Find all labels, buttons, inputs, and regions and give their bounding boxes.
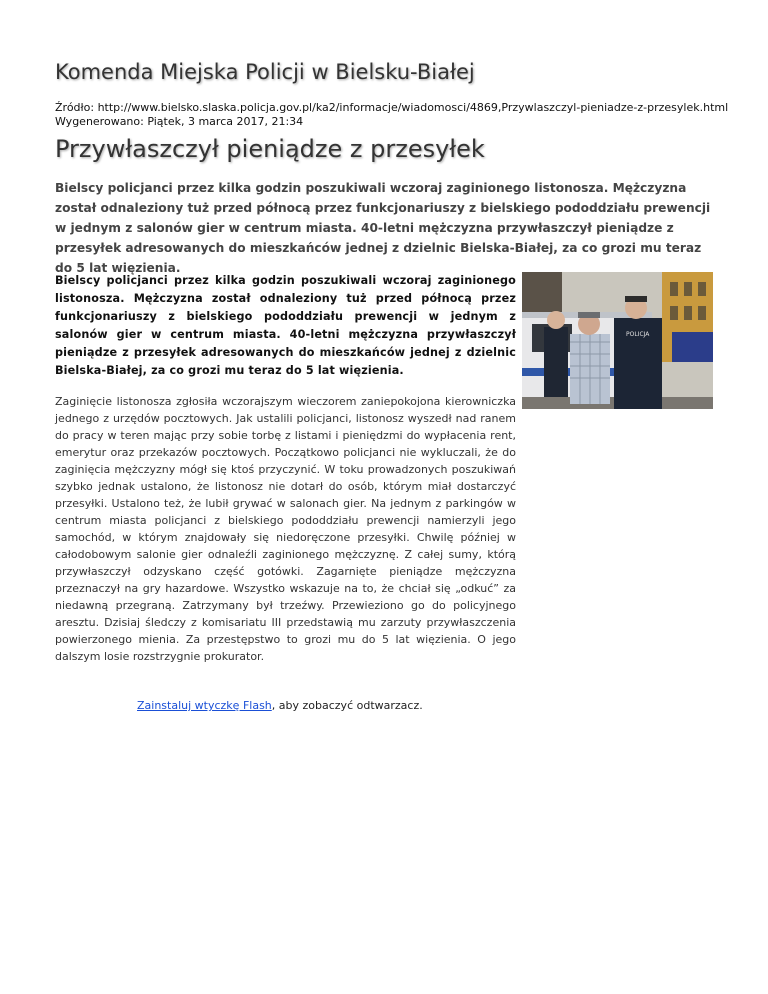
flash-notice	[137, 699, 423, 712]
article-photo	[522, 272, 713, 409]
flash-notice-suffix: , aby zobaczyć odtwarzacz.	[271, 699, 423, 712]
generated-line: Wygenerowano: Piątek, 3 marca 2017, 21:34	[55, 115, 304, 128]
article-body: Zaginięcie listonosza zgłosiła wczorajszym wieczorem zaniepokojona kierowniczka jednego z urzędów pocztowych. Jak ustalili policjanci, listonosz wyszedł nad ranem do pracy w teren mając przy sobie torbę z listami i pieniędzmi do wypłacenia rent, emerytur oraz przekazów pocztowych. Początkowo policjanci nie wykluczali, że do zaginięcia mężczyzny mógł się ktoś przyczynić. W toku prowadzonych poszukiwań szybko jednak ustalono, że listonosz nie dotarł do osób, którym miał dostarczyć przesyłki. Ustalono też, że lubił grywać w salonach gier. Na jednym z parkingów w centrum miasta policjanci z bielskiego pododdziału prewencji namierzyli jego samochód, w którym znajdowały się niedoręczone przesyłki. Chwilę później w całodobowym salonie gier odnaleźli zaginionego mężczyznę. Z całej sumy, którą przywłaszczył odzyskano część gotówki. Zagarnięte pieniądze mężczyzna przeznaczył na gry hazardowe. Wszystko wskazuje na to, że chciał się „odkuć” za niedawną przegraną. Zatrzymany był trzeźwy. Przewieziono go do policyjnego aresztu. Dzisiaj śledczy z komisariatu III przedstawią mu zarzuty przywłaszczenia powierzonego mienia. Za przestępstwo to grozi mu do 5 lat więzienia. O jego dalszym losie rozstrzygnie prokurator.	[55, 395, 516, 663]
document-meta	[55, 101, 728, 129]
photo-label: POLICJA	[626, 331, 650, 338]
article-lead: Bielscy policjanci przez kilka godzin poszukiwali wczoraj zaginionego listonosza. Mężczyzna został odnaleziony tuż przed północą przez funkcjonariuszy z bielskiego pododdziału prewencji w jednym z salonów gier w centrum miasta. 40-letni mężczyzna przywłaszczył pieniądze z przesyłek adresowanych do mieszkańców jednej z dzielnic Bielska-Białej, za co grozi mu teraz do 5 lat więzienia.	[55, 181, 711, 275]
site-title: Komenda Miejska Policji w Bielsku-Białej	[55, 60, 475, 84]
install-flash-link[interactable]: Zainstaluj wtyczkę Flash	[137, 699, 272, 712]
article-title: Przywłaszczył pieniądze z przesyłek	[55, 135, 485, 163]
source-line: Źródło: http://www.bielsko.slaska.policja.gov.pl/ka2/informacje/wiadomosci/4869,Przywlaszczyl-pieniadze-z-przesylek.html	[55, 101, 729, 114]
article-intro: Bielscy policjanci przez kilka godzin poszukiwali wczoraj zaginionego listonosza. Mężczyzna został odnaleziony tuż przed północą przez funkcjonariuszy z bielskiego pododdziału prewencji w jednym z salonów gier w centrum miasta. 40-letni mężczyzna przywłaszczył pieniądze z przesyłek adresowanych do mieszkańców jednej z dzielnic Bielska-Białej, za co grozi mu teraz do 5 lat więzienia.	[55, 274, 516, 377]
